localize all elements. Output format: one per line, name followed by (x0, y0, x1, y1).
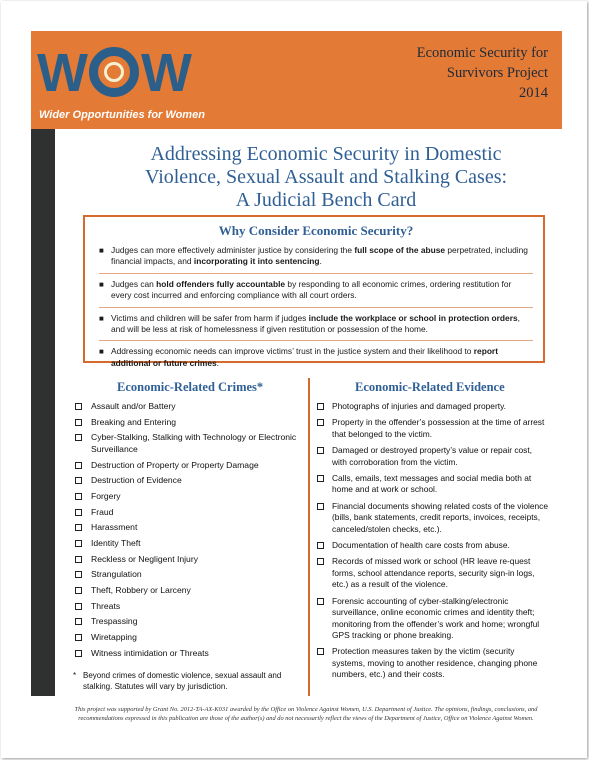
crime-item (73, 538, 301, 550)
crime-item (73, 401, 301, 413)
evidence-label: Calls, emails, text messages and social media both at home and at work or school. (332, 473, 532, 495)
crimes-heading: Economic-Related Crimes* (117, 380, 264, 394)
crime-item (73, 601, 301, 613)
checkbox-icon[interactable] (75, 650, 82, 657)
page-title (61, 143, 589, 212)
crime-item (73, 569, 301, 581)
project-year: 2014 (519, 85, 548, 101)
evidence-label: Forensic accounting of cyber-stalking/electronic surveillance, online economic crimes and identity theft; monitoring from the offender’s work and home; wrongful GPS tracking or phone breaking. (332, 595, 540, 640)
crime-label: Wiretapping (91, 632, 137, 643)
crime-label: Trespassing (91, 616, 138, 627)
emphasis-text: report additional or future crimes (111, 346, 498, 368)
why-item (99, 245, 533, 268)
why-item (99, 279, 533, 302)
crime-label: Reckless or Negligent Injury (91, 553, 198, 564)
evidence-item (317, 596, 549, 642)
crime-label: Identity Theft (91, 538, 141, 548)
evidence-label: Financial documents showing related costs of the violence (bills, bank statements, credit reports, invoices, receipts, canceled/stolen checks, etc.). (332, 500, 549, 534)
document-page (1, 1, 587, 758)
crime-item (73, 522, 301, 534)
crime-item (73, 554, 301, 566)
body-text: . (216, 357, 219, 368)
logo-tagline: Wider Opportunities for Women (39, 109, 205, 121)
why-list (99, 245, 533, 369)
evidence-label: Damaged or destroyed property’s value or repair cost, with corroboration from the victim. (332, 445, 533, 467)
checkbox-icon[interactable] (75, 477, 82, 484)
checkbox-icon[interactable] (75, 571, 82, 578)
crime-item (73, 491, 301, 503)
grant-footer: This project was supported by Grant No. 2012-TA-AX-K031 awarded by the Office on Violence Against Women, U.S. Department of Justice. The opinions, findings, conclusions, and recommendations expressed in this publication are those of the author(s) and do not necessarily reflect the views of the Department of Justice, Office on Violence Against Women. (74, 706, 538, 722)
body-text: Addressing economic needs can improve victims’ trust in the justice system and their likelihood to (111, 346, 474, 357)
crime-item (73, 648, 301, 660)
logo-o-ring-icon (89, 47, 139, 97)
evidence-list (317, 401, 549, 686)
crime-label: Harassment (91, 522, 138, 533)
evidence-label: Photographs of injuries and damaged property. (332, 401, 506, 411)
logo-wordmark: W W (37, 43, 191, 103)
checkbox-icon[interactable] (75, 462, 82, 469)
crime-label: Witness intimidation or Threats (91, 647, 209, 658)
body-text: perpetrated, including financial impacts, and (111, 245, 528, 267)
crimes-footnote (73, 670, 303, 692)
crime-label: Forgery (91, 490, 121, 501)
crime-item (73, 632, 301, 644)
checkbox-icon[interactable] (317, 403, 324, 410)
checkbox-icon[interactable] (75, 540, 82, 547)
evidence-label: Records of missed work or school (HR leave re-quest forms, school attendance reports, security sign-in logs, etc.) as a result of the violence. (332, 556, 535, 590)
crime-label: Assault and/or Battery (91, 401, 176, 411)
footnote-asterisk: * (73, 671, 77, 680)
checkbox-icon[interactable] (317, 598, 324, 605)
body-text: by responding to all economic crimes, ordering restitution for every cost incurred and enforcing compliance with all court orders. (111, 278, 512, 301)
crime-label: Strangulation (91, 569, 142, 580)
evidence-item (317, 401, 549, 412)
bullet-icon: ■ (99, 347, 104, 357)
evidence-item (317, 417, 549, 440)
checkbox-icon[interactable] (75, 419, 82, 426)
body-text: Judges can (111, 278, 157, 289)
project-line2: Survivors Project (446, 65, 548, 81)
crimes-list (73, 401, 301, 664)
evidence-item (317, 540, 549, 551)
why-divider (99, 273, 533, 274)
project-label (417, 43, 548, 103)
crime-label: Cyber-Stalking, Stalking with Technology or Electronic Surveillance (91, 432, 297, 454)
evidence-item (317, 473, 549, 496)
emphasis-text: full scope of the abuse (354, 245, 446, 255)
title-line2: Violence, Sexual Assault and Stalking Cases: (144, 166, 508, 188)
checkbox-icon[interactable] (75, 603, 82, 610)
why-heading: Why Consider Economic Security? (218, 223, 414, 238)
why-divider (99, 340, 533, 341)
checkbox-icon[interactable] (317, 503, 324, 510)
evidence-label: Protection measures taken by the victim (security systems, moving to another residence, changing phone numbers, etc.) and their costs. (332, 646, 538, 680)
crime-item (73, 507, 301, 519)
evidence-item (317, 646, 549, 680)
checkbox-icon[interactable] (75, 618, 82, 625)
checkbox-icon[interactable] (75, 434, 82, 441)
header-banner (31, 31, 562, 129)
checkbox-icon[interactable] (317, 648, 324, 655)
side-band (31, 129, 55, 696)
checkbox-icon[interactable] (317, 419, 324, 426)
emphasis-text: include the workplace or school in protection orders (308, 312, 518, 323)
why-item (99, 313, 533, 336)
checkbox-icon[interactable] (317, 447, 324, 454)
crime-label: Destruction of Evidence (91, 475, 182, 486)
bullet-icon: ■ (99, 279, 104, 289)
body-text: . (319, 256, 322, 267)
checkbox-icon[interactable] (75, 634, 82, 641)
checkbox-icon[interactable] (75, 403, 82, 410)
crime-item (73, 417, 301, 429)
crime-item (73, 460, 301, 472)
body-text: Victims and children will be safer from harm if judges (111, 312, 309, 323)
body-text: , and will be less at risk of homelessness if given restitution or possession of the home. (111, 312, 520, 335)
evidence-label: Property in the offender’s possession at the time of arrest that belonged to the victim. (332, 417, 545, 439)
checkbox-icon[interactable] (75, 493, 82, 500)
evidence-item (317, 445, 549, 468)
evidence-label: Documentation of health care costs from abuse. (332, 540, 510, 551)
checkbox-icon[interactable] (317, 475, 324, 482)
why-divider (99, 307, 533, 308)
crime-label: Destruction of Property or Property Damage (91, 459, 259, 470)
why-box (83, 215, 545, 368)
body-text: Judges can more effectively administer justice by considering the (111, 245, 355, 255)
crime-item (73, 585, 301, 597)
wow-logo (37, 43, 227, 123)
project-line1: Economic Security for (416, 45, 548, 61)
checkbox-icon[interactable] (317, 558, 324, 565)
evidence-item (317, 501, 549, 535)
crime-label: Threats (91, 600, 121, 611)
evidence-heading: Economic-Related Evidence (355, 380, 505, 394)
bullet-icon: ■ (99, 246, 104, 255)
crime-item (73, 616, 301, 628)
crime-item (73, 432, 301, 455)
checkbox-icon[interactable] (75, 556, 82, 563)
checkbox-icon[interactable] (75, 509, 82, 516)
column-divider (308, 378, 310, 696)
crime-item (73, 475, 301, 487)
emphasis-text: incorporating it into sentencing (193, 256, 320, 267)
checkbox-icon[interactable] (75, 587, 82, 594)
evidence-item (317, 556, 549, 590)
checkbox-icon[interactable] (317, 542, 324, 549)
why-item (99, 346, 533, 369)
title-line1: Addressing Economic Security in Domestic (150, 143, 502, 165)
checkbox-icon[interactable] (75, 524, 82, 531)
title-line3: A Judicial Bench Card (235, 189, 417, 211)
crime-label: Fraud (91, 506, 114, 517)
footnote-text: Beyond crimes of domestic violence, sexual assault and stalking. Statutes will vary by jurisdiction. (83, 671, 282, 691)
crime-label: Theft, Robbery or Larceny (91, 585, 191, 596)
crime-label: Breaking and Entering (91, 416, 177, 427)
emphasis-text: hold offenders fully accountable (156, 278, 286, 289)
bullet-icon: ■ (99, 313, 104, 323)
